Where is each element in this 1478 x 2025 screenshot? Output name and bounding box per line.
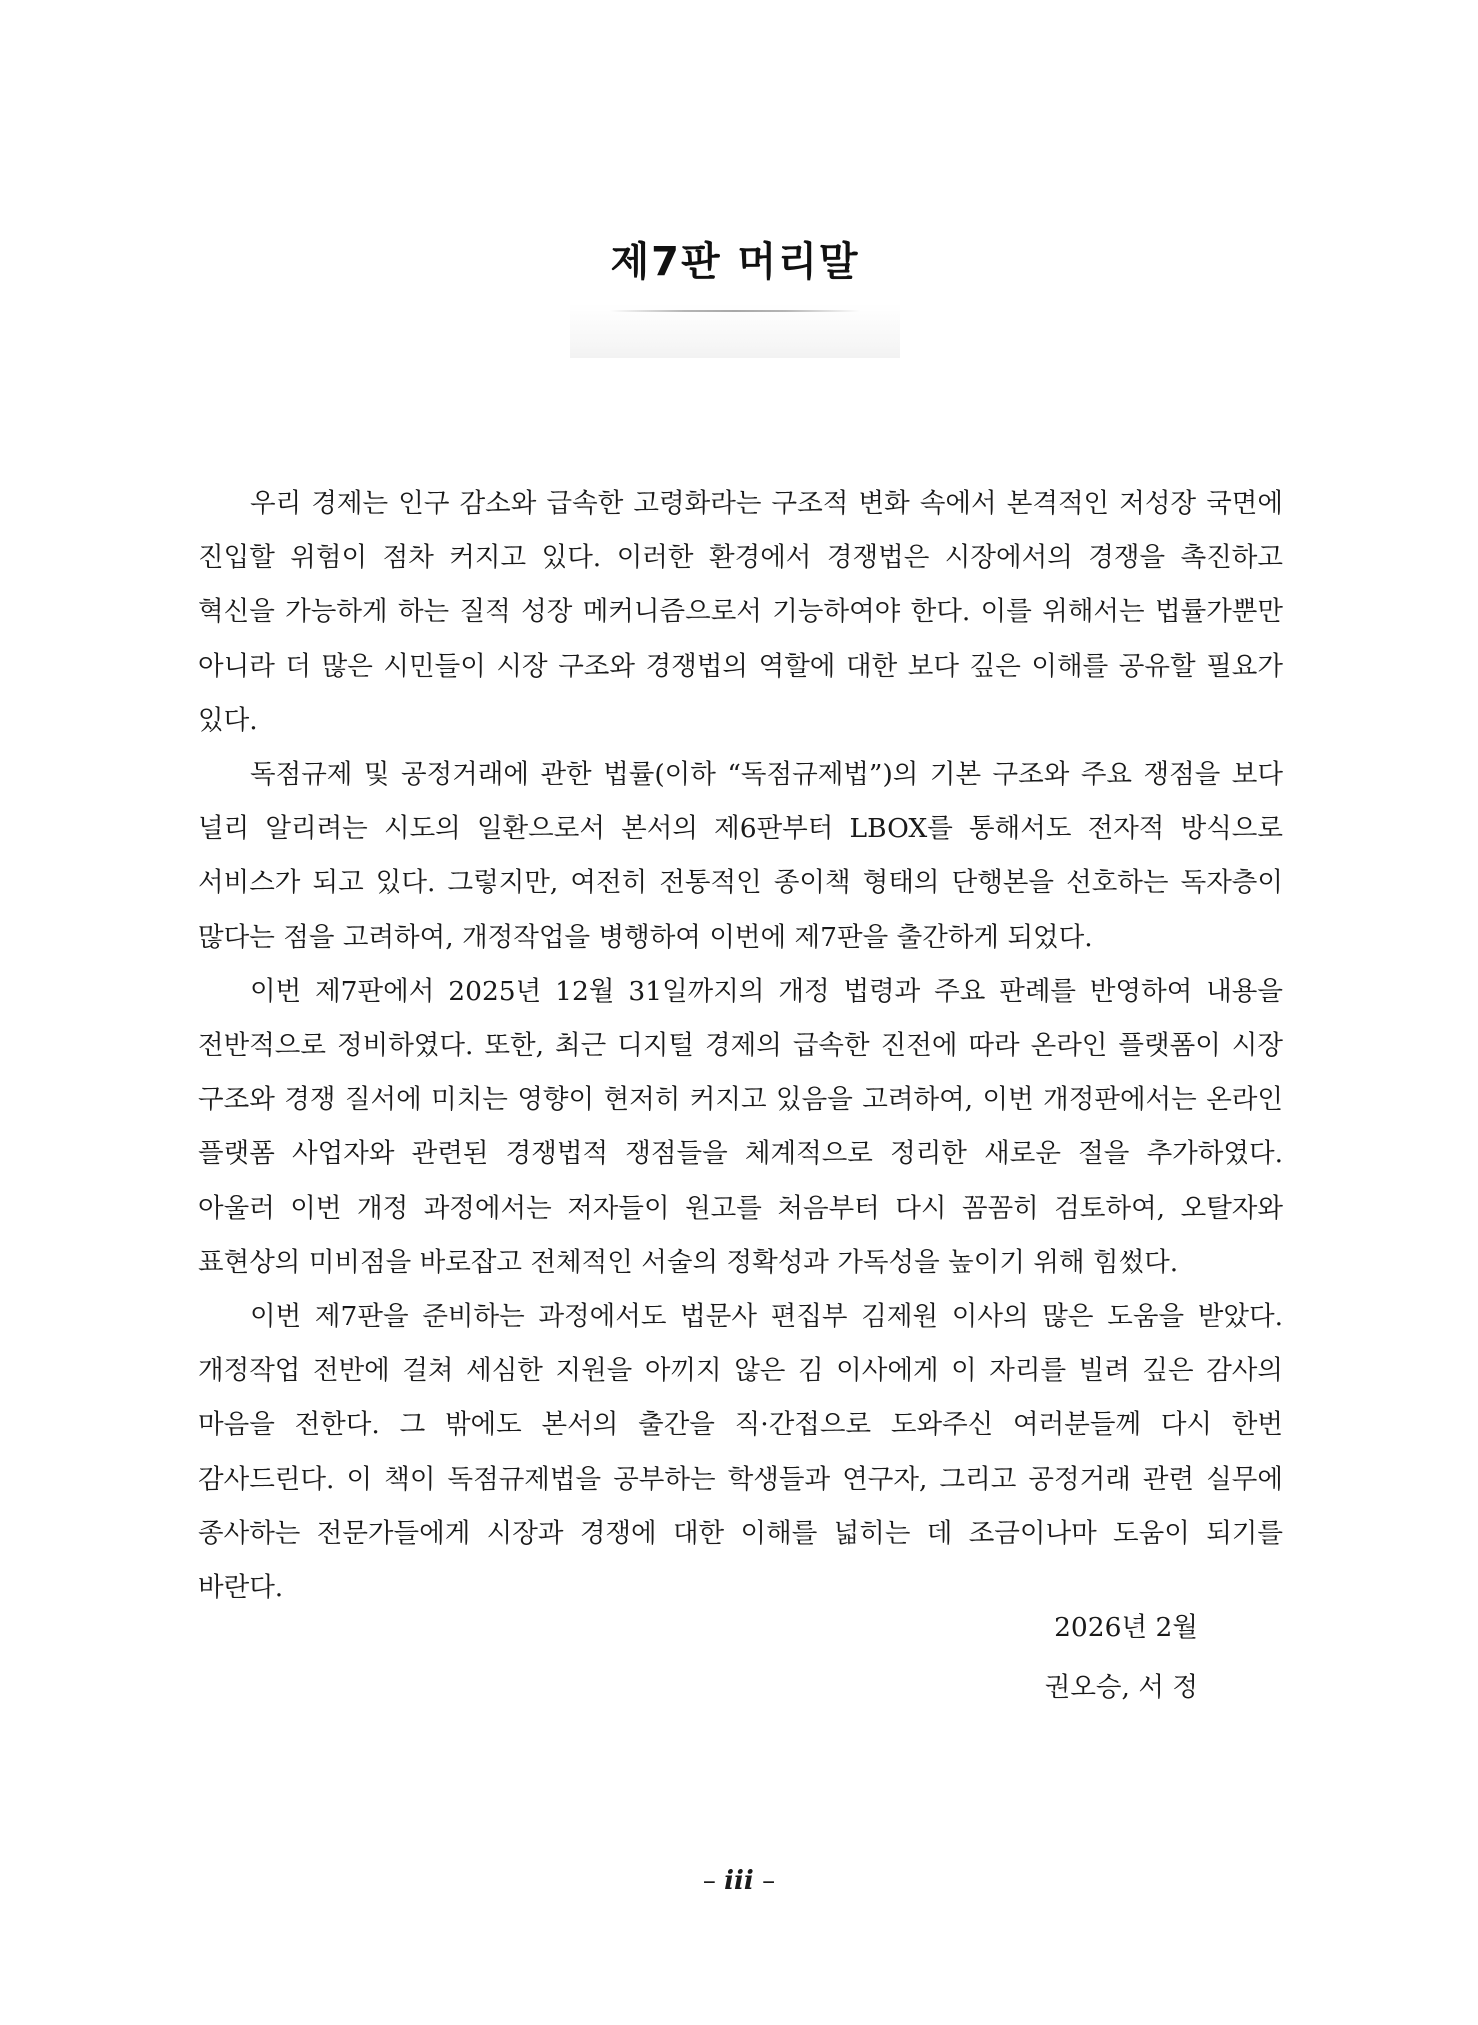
signature-block xyxy=(1045,1598,1198,1718)
paragraph-4: 이번 제7판을 준비하는 과정에서도 법문사 편집부 김제원 이사의 많은 도움을 받았다. 개정작업 전반에 걸쳐 세심한 지원을 아끼지 않은 김 이사에게 이 자리를 빌려 깊은 감사의 마음을 전한다. 그 밖에도 본서의 출간을 직·간접으로 도와주신 여러분들께 다시 한번 감사드린다. 이 책이 독점규제법을 공부하는 학생들과 연구자, 그리고 공정거래 관련 실무에 종사하는 전문가들에게 시장과 경쟁에 대한 이해를 넓히는 데 조금이나마 도움이 되기를 바란다. xyxy=(198,1301,1283,1604)
paragraph-1: 우리 경제는 인구 감소와 급속한 고령화라는 구조적 변화 속에서 본격적인 저성장 국면에 진입할 위험이 점차 커지고 있다. 이러한 환경에서 경쟁법은 시장에서의 경쟁을 촉진하고 혁신을 가능하게 하는 질적 성장 메커니즘으로서 기능하여야 한다. 이를 위해서는 법률가뿐만 아니라 더 많은 시민들이 시장 구조와 경쟁법의 역할에 대한 보다 깊은 이해를 공유할 필요가 있다. xyxy=(198,488,1283,736)
page-number-value: iii xyxy=(724,1866,754,1896)
page-number xyxy=(0,1863,1478,1899)
title-block xyxy=(570,222,900,358)
paragraph-2: 독점규제 및 공정거래에 관한 법률(이하 “독점규제법”)의 기본 구조와 주요 쟁점을 보다 널리 알리려는 시도의 일환으로서 본서의 제6판부터 LBOX를 통해서도 전자적 방식으로 서비스가 되고 있다. 그렇지만, 여전히 전통적인 종이책 형태의 단행본을 선호하는 독자층이 많다는 점을 고려하여, 개정작업을 병행하여 이번에 제7판을 출간하게 되었다. xyxy=(198,759,1283,953)
page-title: 제7판 머리말 xyxy=(610,239,860,285)
signature-authors: 권오승, 서 정 xyxy=(1044,1672,1198,1703)
paragraph-3: 이번 제7판에서 2025년 12월 31일까지의 개정 법령과 주요 판례를 반영하여 내용을 전반적으로 정비하였다. 또한, 최근 디지털 경제의 급속한 진전에 따라 온라인 플랫폼이 시장 구조와 경쟁 질서에 미치는 영향이 현저히 커지고 있음을 고려하여, 이번 개정판에서는 온라인 플랫폼 사업자와 관련된 경쟁법적 쟁점들을 체계적으로 정리한 새로운 절을 추가하였다. 아울러 이번 개정 과정에서는 저자들이 원고를 처음부터 다시 꼼꼼히 검토하여, 오탈자와 표현상의 미비점을 바로잡고 전체적인 서술의 정확성과 가독성을 높이기 위해 힘썼다. xyxy=(198,975,1283,1278)
page-number-dash-right: – xyxy=(762,1866,776,1896)
preface-body xyxy=(198,477,1283,1615)
signature-date: 2026년 2월 xyxy=(1054,1612,1198,1643)
page-number-dash-left: – xyxy=(702,1866,716,1896)
title-underline xyxy=(610,310,860,312)
